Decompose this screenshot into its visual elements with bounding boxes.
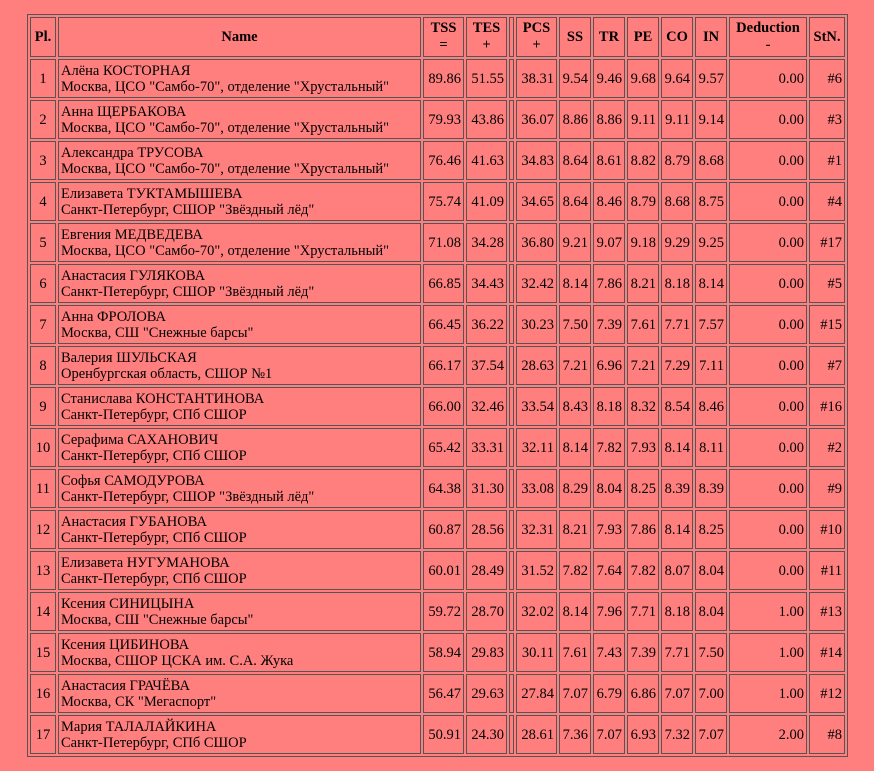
header-pcs [516,17,557,57]
cell-start-number: #10 [809,510,845,549]
cell-spacer [509,100,514,139]
cell-pe: 8.79 [627,182,659,221]
skater-club: Москва, ЦСО "Самбо-70", отделение "Хрустальный" [61,160,390,177]
header-deduction-sub: - [765,37,771,53]
cell-in: 8.68 [695,141,727,180]
cell-name [58,387,421,426]
cell-spacer [509,305,514,344]
cell-ss: 8.14 [559,592,591,631]
cell-ss: 8.14 [559,264,591,303]
cell-place: 7 [30,305,56,344]
skater-name: Анастасия ГУЛЯКОВА [61,267,206,284]
skater-club: Москва, СШ "Снежные барсы" [61,611,254,628]
header-name: Name [58,17,421,57]
cell-ss: 7.50 [559,305,591,344]
header-tes-label: TES [472,20,501,36]
cell-deduction: 1.00 [729,674,807,713]
cell-tr: 7.64 [593,551,625,590]
cell-ss: 9.54 [559,59,591,98]
cell-in: 9.14 [695,100,727,139]
cell-pcs: 32.11 [516,428,557,467]
table-row [30,428,845,467]
cell-start-number: #9 [809,469,845,508]
cell-start-number: #4 [809,182,845,221]
cell-tss: 71.08 [423,223,464,262]
skater-club: Оренбургская область, СШОР №1 [61,365,273,382]
cell-co: 8.14 [661,510,693,549]
cell-co: 9.29 [661,223,693,262]
cell-pcs: 32.02 [516,592,557,631]
skater-club: Санкт-Петербург, СШОР "Звёздный лёд" [61,283,315,300]
skater-club: Санкт-Петербург, СПб СШОР [61,406,247,423]
cell-tes: 28.70 [466,592,507,631]
cell-place: 12 [30,510,56,549]
table-row [30,182,845,221]
cell-pe: 7.82 [627,551,659,590]
cell-tr: 9.46 [593,59,625,98]
cell-in: 8.39 [695,469,727,508]
cell-ss: 8.64 [559,141,591,180]
cell-pcs: 32.42 [516,264,557,303]
table-row [30,715,845,754]
cell-start-number: #6 [809,59,845,98]
cell-ss: 7.21 [559,346,591,385]
cell-place: 4 [30,182,56,221]
cell-name [58,674,421,713]
cell-co: 8.14 [661,428,693,467]
cell-tes: 28.49 [466,551,507,590]
header-tes-sub: + [482,37,491,53]
cell-spacer [509,469,514,508]
cell-pcs: 36.07 [516,100,557,139]
cell-co: 9.64 [661,59,693,98]
cell-spacer [509,592,514,631]
cell-tss: 66.45 [423,305,464,344]
cell-in: 7.07 [695,715,727,754]
cell-ss: 8.14 [559,428,591,467]
cell-start-number: #16 [809,387,845,426]
cell-deduction: 0.00 [729,346,807,385]
cell-pe: 7.71 [627,592,659,631]
cell-in: 7.50 [695,633,727,672]
cell-deduction: 0.00 [729,510,807,549]
header-pcs-label: PCS [522,20,551,36]
cell-tes: 43.86 [466,100,507,139]
cell-pcs: 33.54 [516,387,557,426]
table-row [30,141,845,180]
cell-pcs: 33.08 [516,469,557,508]
cell-place: 3 [30,141,56,180]
cell-co: 7.07 [661,674,693,713]
cell-in: 8.25 [695,510,727,549]
cell-deduction: 0.00 [729,59,807,98]
header-in: IN [695,17,727,57]
cell-ss: 7.07 [559,674,591,713]
skater-club: Москва, ЦСО "Самбо-70", отделение "Хрустальный" [61,78,390,95]
skater-name: Ксения ЦИБИНОВА [61,636,190,653]
header-deduction-label: Deduction [736,20,800,36]
skater-name: Мария ТАЛАЛАЙКИНА [61,718,217,735]
skater-name: Серафима САХАНОВИЧ [61,431,219,448]
cell-co: 8.07 [661,551,693,590]
skater-club: Москва, СШ "Снежные барсы" [61,324,254,341]
cell-deduction: 0.00 [729,182,807,221]
skater-name: Елизавета НУГУМАНОВА [61,554,230,571]
cell-place: 14 [30,592,56,631]
cell-pcs: 30.23 [516,305,557,344]
table-row [30,59,845,98]
cell-spacer [509,223,514,262]
cell-co: 8.79 [661,141,693,180]
cell-spacer [509,510,514,549]
skater-club: Москва, СК "Мегаспорт" [61,693,217,710]
cell-pe: 7.86 [627,510,659,549]
cell-place: 9 [30,387,56,426]
cell-tes: 36.22 [466,305,507,344]
skater-club: Санкт-Петербург, СПб СШОР [61,734,247,751]
cell-tss: 65.42 [423,428,464,467]
skater-name: Валерия ШУЛЬСКАЯ [61,349,197,366]
cell-spacer [509,59,514,98]
cell-pcs: 34.65 [516,182,557,221]
skater-name: Елизавета ТУКТАМЫШЕВА [61,185,243,202]
cell-tr: 7.96 [593,592,625,631]
table-row [30,100,845,139]
cell-pcs: 30.11 [516,633,557,672]
cell-tes: 34.28 [466,223,507,262]
cell-start-number: #2 [809,428,845,467]
cell-tss: 66.00 [423,387,464,426]
cell-tss: 64.38 [423,469,464,508]
cell-pcs: 36.80 [516,223,557,262]
cell-name [58,715,421,754]
cell-tr: 6.79 [593,674,625,713]
skater-name: Ксения СИНИЦЫНА [61,595,195,612]
cell-tes: 32.46 [466,387,507,426]
cell-start-number: #12 [809,674,845,713]
cell-start-number: #5 [809,264,845,303]
skater-name: Станислава КОНСТАНТИНОВА [61,390,265,407]
header-tss-sub: = [439,37,448,53]
cell-place: 10 [30,428,56,467]
cell-tr: 7.82 [593,428,625,467]
cell-pcs: 28.61 [516,715,557,754]
header-deduction [729,17,807,57]
cell-start-number: #8 [809,715,845,754]
cell-pe: 8.25 [627,469,659,508]
cell-name [58,346,421,385]
cell-deduction: 0.00 [729,264,807,303]
skater-name: Алёна КОСТОРНАЯ [61,62,191,79]
cell-tes: 37.54 [466,346,507,385]
cell-tss: 50.91 [423,715,464,754]
cell-tss: 58.94 [423,633,464,672]
cell-name [58,510,421,549]
skater-club: Москва, СШОР ЦСКА им. С.А. Жука [61,652,294,669]
cell-place: 5 [30,223,56,262]
cell-tr: 8.86 [593,100,625,139]
skater-club: Москва, ЦСО "Самбо-70", отделение "Хрустальный" [61,119,390,136]
cell-start-number: #11 [809,551,845,590]
header-pe: PE [627,17,659,57]
cell-tr: 6.96 [593,346,625,385]
skater-name: Анастасия ГРАЧЁВА [61,677,190,694]
cell-pe: 8.32 [627,387,659,426]
cell-pcs: 38.31 [516,59,557,98]
table-row [30,223,845,262]
cell-place: 1 [30,59,56,98]
header-ss: SS [559,17,591,57]
table-row [30,469,845,508]
cell-start-number: #17 [809,223,845,262]
cell-tr: 7.93 [593,510,625,549]
cell-co: 8.54 [661,387,693,426]
cell-name [58,264,421,303]
cell-deduction: 0.00 [729,305,807,344]
cell-pe: 7.93 [627,428,659,467]
cell-spacer [509,387,514,426]
cell-name [58,223,421,262]
cell-in: 8.75 [695,182,727,221]
cell-start-number: #1 [809,141,845,180]
cell-tes: 33.31 [466,428,507,467]
cell-tss: 66.85 [423,264,464,303]
cell-spacer [509,141,514,180]
cell-co: 7.71 [661,633,693,672]
cell-in: 8.14 [695,264,727,303]
skater-name: Александра ТРУСОВА [61,144,204,161]
cell-tes: 24.30 [466,715,507,754]
cell-tr: 7.86 [593,264,625,303]
skater-name: Софья САМОДУРОВА [61,472,205,489]
cell-ss: 8.29 [559,469,591,508]
cell-co: 7.29 [661,346,693,385]
cell-tr: 7.43 [593,633,625,672]
cell-tes: 51.55 [466,59,507,98]
cell-pe: 7.39 [627,633,659,672]
cell-co: 8.39 [661,469,693,508]
cell-in: 9.25 [695,223,727,262]
table-header [30,17,845,57]
cell-tr: 8.04 [593,469,625,508]
cell-pe: 9.11 [627,100,659,139]
header-tr: TR [593,17,625,57]
cell-spacer [509,551,514,590]
cell-pe: 7.21 [627,346,659,385]
cell-tss: 60.87 [423,510,464,549]
cell-deduction: 0.00 [729,387,807,426]
cell-ss: 8.43 [559,387,591,426]
table-row [30,674,845,713]
cell-name [58,141,421,180]
cell-co: 8.18 [661,264,693,303]
cell-place: 16 [30,674,56,713]
cell-ss: 7.61 [559,633,591,672]
cell-name [58,551,421,590]
cell-tes: 29.63 [466,674,507,713]
header-tss-label: TSS [430,20,457,36]
cell-pe: 9.18 [627,223,659,262]
cell-tes: 41.09 [466,182,507,221]
cell-spacer [509,428,514,467]
cell-co: 8.68 [661,182,693,221]
cell-name [58,100,421,139]
cell-tes: 29.83 [466,633,507,672]
table-row [30,510,845,549]
skater-club: Санкт-Петербург, СПб СШОР [61,529,247,546]
cell-pe: 9.68 [627,59,659,98]
cell-in: 7.11 [695,346,727,385]
cell-place: 8 [30,346,56,385]
cell-in: 9.57 [695,59,727,98]
cell-start-number: #15 [809,305,845,344]
cell-tr: 8.61 [593,141,625,180]
cell-spacer [509,182,514,221]
cell-co: 7.71 [661,305,693,344]
cell-place: 6 [30,264,56,303]
cell-deduction: 0.00 [729,428,807,467]
cell-tss: 56.47 [423,674,464,713]
cell-pe: 7.61 [627,305,659,344]
cell-pcs: 31.52 [516,551,557,590]
header-pcs-sub: + [532,37,541,53]
skater-name: Евгения МЕДВЕДЕВА [61,226,203,243]
cell-tr: 8.46 [593,182,625,221]
cell-name [58,59,421,98]
cell-tes: 28.56 [466,510,507,549]
header-co: CO [661,17,693,57]
cell-name [58,305,421,344]
table-row [30,264,845,303]
cell-ss: 8.64 [559,182,591,221]
header-tss [423,17,464,57]
cell-deduction: 0.00 [729,551,807,590]
cell-name [58,428,421,467]
skater-club: Санкт-Петербург, СПб СШОР [61,447,247,464]
cell-place: 13 [30,551,56,590]
table-row [30,346,845,385]
skater-club: Санкт-Петербург, СПб СШОР [61,570,247,587]
cell-in: 8.11 [695,428,727,467]
skater-name: Анастасия ГУБАНОВА [61,513,207,530]
cell-ss: 7.36 [559,715,591,754]
cell-pcs: 34.83 [516,141,557,180]
table-body [30,59,845,754]
cell-spacer [509,674,514,713]
cell-tss: 89.86 [423,59,464,98]
cell-tes: 41.63 [466,141,507,180]
cell-pe: 6.86 [627,674,659,713]
table-row [30,633,845,672]
cell-name [58,633,421,672]
cell-tss: 75.74 [423,182,464,221]
header-start-number: StN. [809,17,845,57]
results-table [27,14,848,757]
cell-spacer [509,715,514,754]
cell-tss: 79.93 [423,100,464,139]
cell-in: 7.00 [695,674,727,713]
cell-ss: 9.21 [559,223,591,262]
skater-name: Анна ФРОЛОВА [61,308,167,325]
cell-tes: 34.43 [466,264,507,303]
header-row [30,17,845,57]
header-place: Pl. [30,17,56,57]
cell-tr: 9.07 [593,223,625,262]
cell-deduction: 0.00 [729,141,807,180]
cell-pe: 6.93 [627,715,659,754]
cell-pcs: 28.63 [516,346,557,385]
cell-tr: 8.18 [593,387,625,426]
skater-club: Санкт-Петербург, СШОР "Звёздный лёд" [61,201,315,218]
cell-pcs: 27.84 [516,674,557,713]
cell-deduction: 0.00 [729,223,807,262]
cell-start-number: #13 [809,592,845,631]
cell-place: 15 [30,633,56,672]
cell-place: 17 [30,715,56,754]
cell-tr: 7.39 [593,305,625,344]
cell-deduction: 1.00 [729,592,807,631]
cell-pe: 8.21 [627,264,659,303]
cell-tr: 7.07 [593,715,625,754]
cell-start-number: #7 [809,346,845,385]
cell-ss: 8.86 [559,100,591,139]
skater-name: Анна ЩЕРБАКОВА [61,103,187,120]
cell-deduction: 2.00 [729,715,807,754]
cell-ss: 7.82 [559,551,591,590]
cell-deduction: 1.00 [729,633,807,672]
cell-place: 11 [30,469,56,508]
table-row [30,305,845,344]
cell-in: 8.46 [695,387,727,426]
cell-tss: 66.17 [423,346,464,385]
cell-name [58,592,421,631]
cell-deduction: 0.00 [729,100,807,139]
cell-in: 7.57 [695,305,727,344]
cell-co: 8.18 [661,592,693,631]
cell-co: 9.11 [661,100,693,139]
cell-tss: 76.46 [423,141,464,180]
cell-tss: 60.01 [423,551,464,590]
cell-spacer [509,346,514,385]
cell-spacer [509,633,514,672]
cell-in: 8.04 [695,592,727,631]
cell-pcs: 32.31 [516,510,557,549]
skater-club: Санкт-Петербург, СШОР "Звёздный лёд" [61,488,315,505]
cell-name [58,469,421,508]
cell-pe: 8.82 [627,141,659,180]
cell-in: 8.04 [695,551,727,590]
table-row [30,551,845,590]
cell-tss: 59.72 [423,592,464,631]
cell-deduction: 0.00 [729,469,807,508]
cell-start-number: #14 [809,633,845,672]
skater-club: Москва, ЦСО "Самбо-70", отделение "Хрустальный" [61,242,390,259]
cell-tes: 31.30 [466,469,507,508]
header-spacer [509,17,514,57]
cell-spacer [509,264,514,303]
header-tes [466,17,507,57]
table-row [30,592,845,631]
cell-name [58,182,421,221]
cell-start-number: #3 [809,100,845,139]
table-row [30,387,845,426]
cell-co: 7.32 [661,715,693,754]
cell-place: 2 [30,100,56,139]
cell-ss: 8.21 [559,510,591,549]
